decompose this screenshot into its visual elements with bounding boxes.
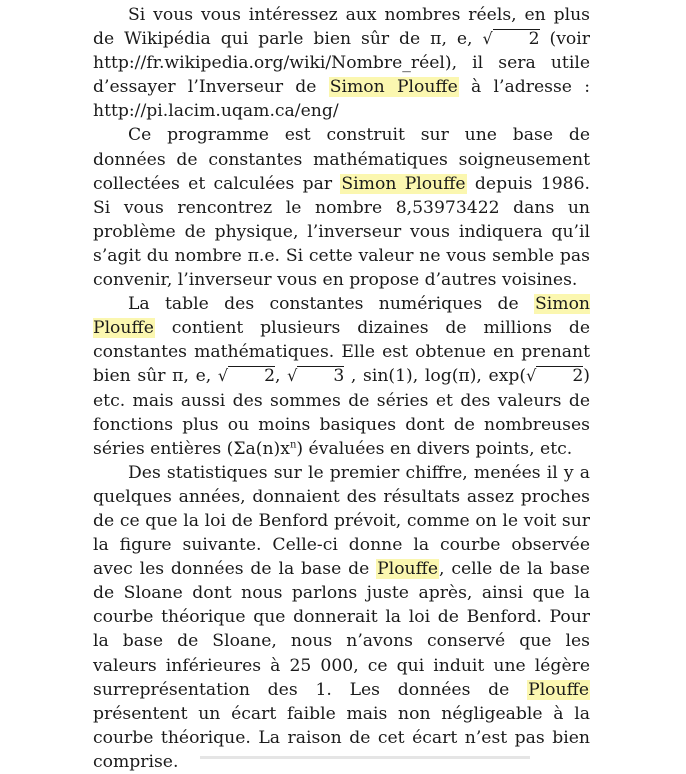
document-page	[93, 3, 590, 774]
highlight-simon-plouffe: Simon Plouffe	[341, 173, 466, 194]
paragraph-4	[93, 461, 590, 774]
p3-text-a: La table des constantes numériques de	[128, 294, 534, 315]
radical-sign: √	[287, 366, 298, 386]
p4-text-b: , celle de la base de Sloane dont nous parlons juste après, ainsi que la courbe théorique que donnerait la loi de Benford. Pour la base de Sloane, nous n’avons conservé que les valeurs inférieures à 25 000, ce qui induit une légère surreprésentation des 1. Les données de	[93, 559, 590, 700]
paragraph-2	[93, 123, 590, 292]
p1-text-b: (voir http://fr.wikipedia.org/wiki/Nombre_réel), il sera utile d’essayer l’Inverseur de	[93, 29, 590, 98]
p3-text-d: , sin(1), log(π), exp(	[344, 366, 527, 387]
p2-text-a: Ce programme est construit sur une base de données de constantes mathématiques soigneusement collectées et calculées par	[93, 125, 590, 194]
sqrt-2: 2	[228, 366, 275, 385]
p3-text-e: ) etc. mais aussi des sommes de séries et des valeurs de fonctions plus ou moins basiques dont de nombreuses séries entières (Σa(n)x	[93, 366, 590, 459]
paragraph-1	[93, 3, 590, 123]
p3-text-c: ,	[275, 366, 288, 387]
radical-sign: √	[217, 366, 229, 386]
paragraph-3	[93, 292, 590, 461]
p1-text-a: Si vous vous intéressez aux nombres réels, en plus de Wikipédia qui parle bien sûr de π, e,	[93, 5, 590, 50]
highlight-simon-plouffe: Simon Plouffe	[93, 294, 590, 339]
radical-sign: √	[526, 366, 537, 386]
p3-text-f: ) évaluées en divers points, etc.	[296, 438, 573, 459]
p3-text-b: contient plusieurs dizaines de millions de constantes mathématiques. Elle est obtenue en prenant bien sûr π, e,	[93, 318, 590, 387]
highlight-simon-plouffe: Simon Plouffe	[329, 77, 458, 98]
sqrt-2: 2	[493, 29, 540, 48]
highlight-plouffe: Plouffe	[377, 559, 439, 580]
radical-sign: √	[482, 29, 493, 49]
p2-text-b: depuis 1986. Si vous rencontrez le nombre 8,53973422 dans un problème de physique, l’inverseur vous indiquera qu’il s’agit du nombre π.e. Si cette valeur ne vous semble pas convenir, l’inverseur vous en propose d’autres voisines.	[93, 173, 590, 291]
sqrt-2: 2	[536, 366, 583, 385]
sqrt-3: 3	[297, 366, 344, 385]
p4-text-a: Des statistiques sur le premier chiffre, menées il y a quelques années, donnaient des résultats assez proches de ce que la loi de Benford prévoit, comme on le voit sur la figure suivante. Celle-ci donne la courbe observée avec les données de la base de	[93, 462, 590, 580]
p4-text-c: présentent un écart faible mais non négligeable à la courbe théorique. La raison de cet écart n’est pas bien comprise.	[93, 703, 590, 772]
exponent-n: n	[289, 438, 297, 450]
p1-text-c: à l’adresse : http://pi.lacim.uqam.​ca/eng/	[93, 77, 590, 122]
highlight-plouffe: Plouffe	[528, 679, 589, 700]
